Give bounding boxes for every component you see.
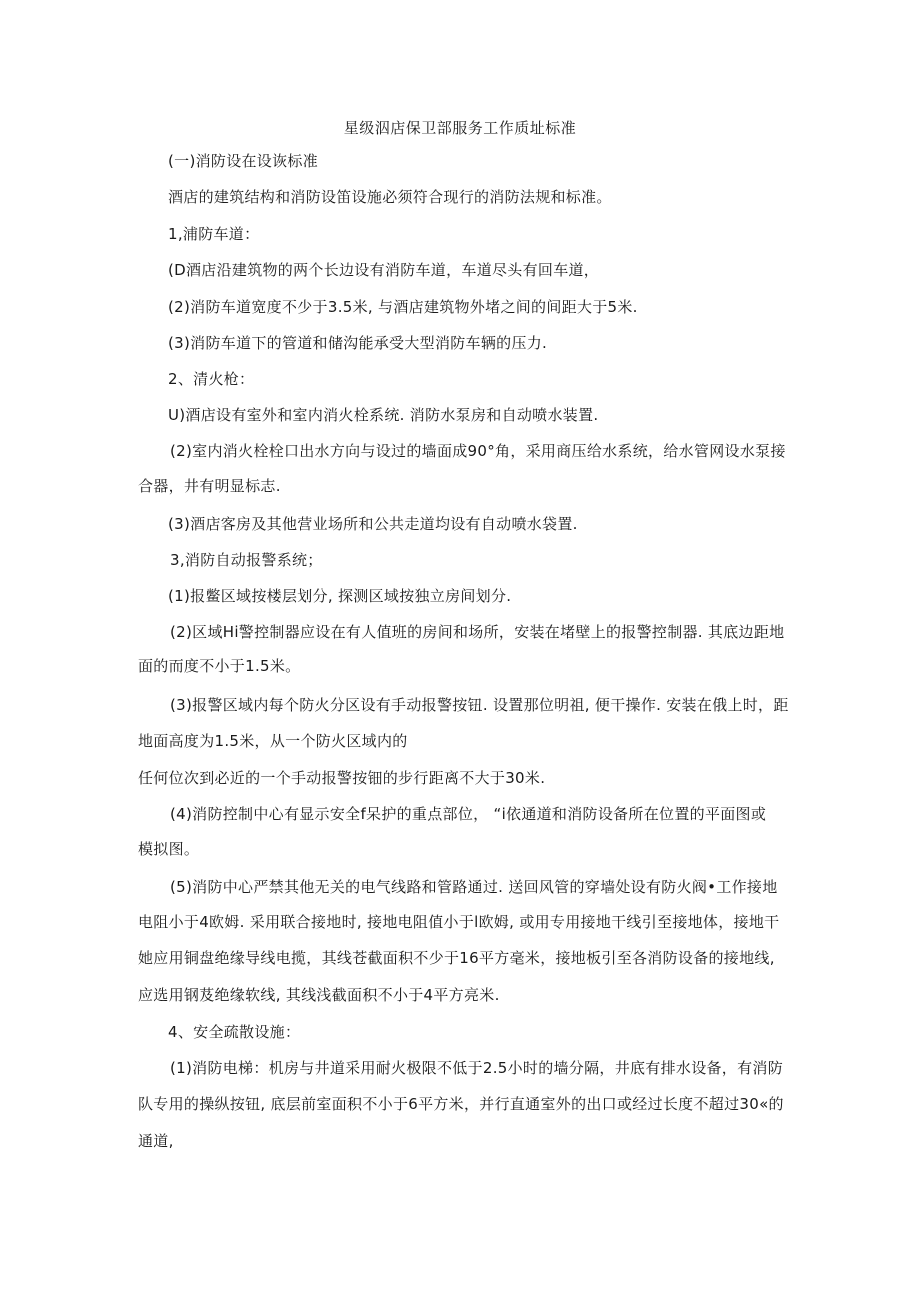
subsection-heading: 1,浦防车道： (168, 225, 260, 243)
page-title: 星级泅店保卫部服务工作质址标准 (343, 119, 577, 137)
paragraph-line: 任何位次到必近的一个手动报警按钿的步行距离不大于30米. (138, 769, 546, 787)
paragraph-line: (D酒店沿建筑物的两个长边设有消防车道，车道尽头有回车道， (168, 261, 600, 279)
paragraph-line: 电阻小于4欧姆. 采用联合接地时, 接地电阻值小于l欧姆, 或用专用接地干线引至接地体，接地干 (138, 913, 780, 931)
subsection-heading: 3,消防自动报警系统； (170, 551, 323, 569)
paragraph-line: (1)报鳖区域按楼层划分, 探测区域按独立房间划分. (168, 587, 512, 605)
paragraph-line: 她应用铜盘绝缘导线电揽，其线苍截面积不少于16平方毫米，接地板引至各消防设备的接地线, (138, 949, 775, 967)
paragraph-line: 模拟图。 (138, 840, 200, 858)
paragraph-line: (4)消防控制中心有显示安全f呆护的重点部位， “i依通道和消防设备所在位置的平面图或 (170, 805, 767, 823)
subsection-heading: 2、清火枪： (168, 370, 255, 388)
paragraph-line: 应选用钢芨绝缘软线, 其线浅截面积不小于4平方亮米. (138, 986, 500, 1004)
subsection-heading: 4、安全疏散设施： (168, 1023, 301, 1041)
paragraph-line: (2)消防车道宽度不少于3.5米, 与酒店建筑物外堵之间的间距大于5米. (168, 298, 638, 316)
paragraph-line: (3)酒店客房及其他营业场所和公共走道均设有自动喷水袋置. (168, 515, 578, 533)
paragraph-line: U)酒店设有室外和室内消火栓系统. 消防水泵房和自动喷水装置. (168, 406, 599, 424)
paragraph-line: (2)区域Hi警控制器应设在有人值班的房间和场所，安装在堵壁上的报警控制器. 其底边距地 (170, 623, 785, 641)
paragraph-line: (3)消防车道下的管道和储沟能承受大型消防车辆的压力. (168, 334, 548, 352)
paragraph-line: (3)报警区域内每个防火分区设有手动报警按钮. 设置那位明祖, 便干操作. 安装在俄上时，距 (170, 696, 789, 714)
paragraph-line: 通道, (138, 1132, 174, 1150)
paragraph-line: 地面高度为1.5米，从一个防火区域内的 (138, 732, 408, 750)
paragraph-line: (2)室内消火栓栓口出水方向与设过的墙面成90°角，采用商压给水系统，给水管网设水泵接 (170, 442, 786, 460)
paragraph-line: 队专用的操纵按钮, 底层前室面积不小于6平方米，并行直通室外的出口或经过长度不超过30«的 (138, 1095, 784, 1113)
paragraph-line: 面的而度不小于1.5米。 (138, 657, 301, 675)
section-heading: (一)消防设在设诙标准 (168, 152, 319, 170)
paragraph-line: (1)消防电梯：机房与井道采用耐火极限不低于2.5小时的墙分隔，井底有排水设备，有消防 (170, 1059, 784, 1077)
paragraph-line: 合器，井有明显标志. (138, 477, 281, 495)
intro-paragraph: 酒店的建筑结构和消防设笛设施必须符合现行的消防法规和标准。 (168, 188, 612, 206)
paragraph-line: (5)消防中心严禁其他无关的电气线路和管路通过. 送回风管的穿墙处设有防火阀•工作接地 (170, 878, 778, 896)
